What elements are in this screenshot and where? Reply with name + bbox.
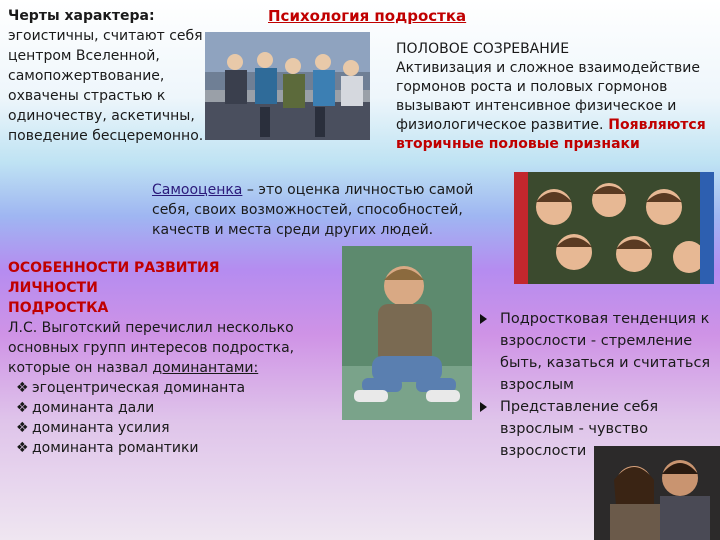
list-item-line: взрослым - чувство: [500, 421, 648, 437]
puberty-block: [396, 40, 716, 154]
puberty-heading: ПОЛОВОЕ СОЗРЕВАНИЕ: [396, 41, 570, 57]
list-item: [8, 418, 308, 438]
character-traits-line: поведение бесцеремонно.: [8, 128, 204, 144]
adulthood-list: [478, 308, 714, 462]
diamond-bullet-icon: ❖: [16, 420, 29, 436]
development-block: [8, 258, 308, 458]
puberty-line-plain: физиологическое развитие.: [396, 117, 604, 133]
self-esteem-text: – это оценка личностью самой: [242, 182, 474, 198]
character-traits-line: эгоистичны, считают себя: [8, 28, 203, 44]
group-photo: [205, 32, 370, 140]
puberty-red-line: вторичные половые признаки: [396, 136, 640, 152]
puberty-line: вызывают интенсивное физическое и: [396, 98, 677, 114]
character-traits-block: [8, 6, 208, 146]
list-item: [8, 398, 308, 418]
list-item: [8, 378, 308, 398]
list-item: [478, 308, 714, 396]
development-heading: ПОДРОСТКА: [8, 300, 109, 316]
dominant-label: эгоцентрическая доминанта: [32, 380, 246, 396]
development-intro-line: Л.С. Выготский перечислил несколько: [8, 320, 294, 336]
list-item-line: взрослости: [500, 443, 587, 459]
puberty-line: Активизация и сложное взаимодействие: [396, 60, 701, 76]
character-traits-line: самопожертвование,: [8, 68, 165, 84]
puberty-line-red: Появляются: [603, 117, 706, 133]
character-traits-line: охвачены страстью к: [8, 88, 166, 104]
circle-photo: [514, 172, 714, 284]
dominant-label: доминанта романтики: [32, 440, 199, 456]
arrow-bullet-icon: [480, 314, 487, 324]
list-item-line: взрослым: [500, 377, 574, 393]
sitting-boy-photo: [342, 246, 472, 420]
character-traits-line: одиночеству, аскетичны,: [8, 108, 195, 124]
development-intro-line: основных групп интересов подростка,: [8, 340, 295, 356]
development-intro-text: которые он назвал: [8, 360, 153, 376]
self-esteem-line: [152, 180, 512, 200]
list-item-line: взрослости - стремление: [500, 333, 693, 349]
puberty-line: гормонов роста и половых гормонов: [396, 79, 668, 95]
puberty-line: [396, 116, 716, 135]
dominant-label: доминанта усилия: [32, 420, 170, 436]
list-item-line: Представление себя: [500, 399, 659, 415]
list-item: [8, 438, 308, 458]
list-item-line: Подростковая тенденция к: [500, 311, 710, 327]
self-esteem-line: себя, своих возможностей, способностей,: [152, 202, 463, 218]
self-esteem-block: [152, 180, 512, 240]
development-intro-line: [8, 358, 308, 378]
dominant-label: доминанта дали: [32, 400, 155, 416]
diamond-bullet-icon: ❖: [16, 440, 29, 456]
list-item-line: быть, казаться и считаться: [500, 355, 711, 371]
diamond-bullet-icon: ❖: [16, 400, 29, 416]
dominants-list: [8, 378, 308, 458]
development-heading: ОСОБЕННОСТИ РАЗВИТИЯ ЛИЧНОСТИ: [8, 260, 220, 296]
laughing-pair-photo: [594, 446, 720, 540]
arrow-bullet-icon: [480, 402, 487, 412]
diamond-bullet-icon: ❖: [16, 380, 29, 396]
self-esteem-term: Самооценка: [152, 182, 243, 198]
self-esteem-line: качеств и места среди других людей.: [152, 222, 434, 238]
character-traits-heading: Черты характера:: [8, 8, 155, 24]
page-title: Психология подростка: [268, 7, 467, 25]
dominants-term: доминантами:: [152, 360, 259, 376]
character-traits-line: центром Вселенной,: [8, 48, 160, 64]
